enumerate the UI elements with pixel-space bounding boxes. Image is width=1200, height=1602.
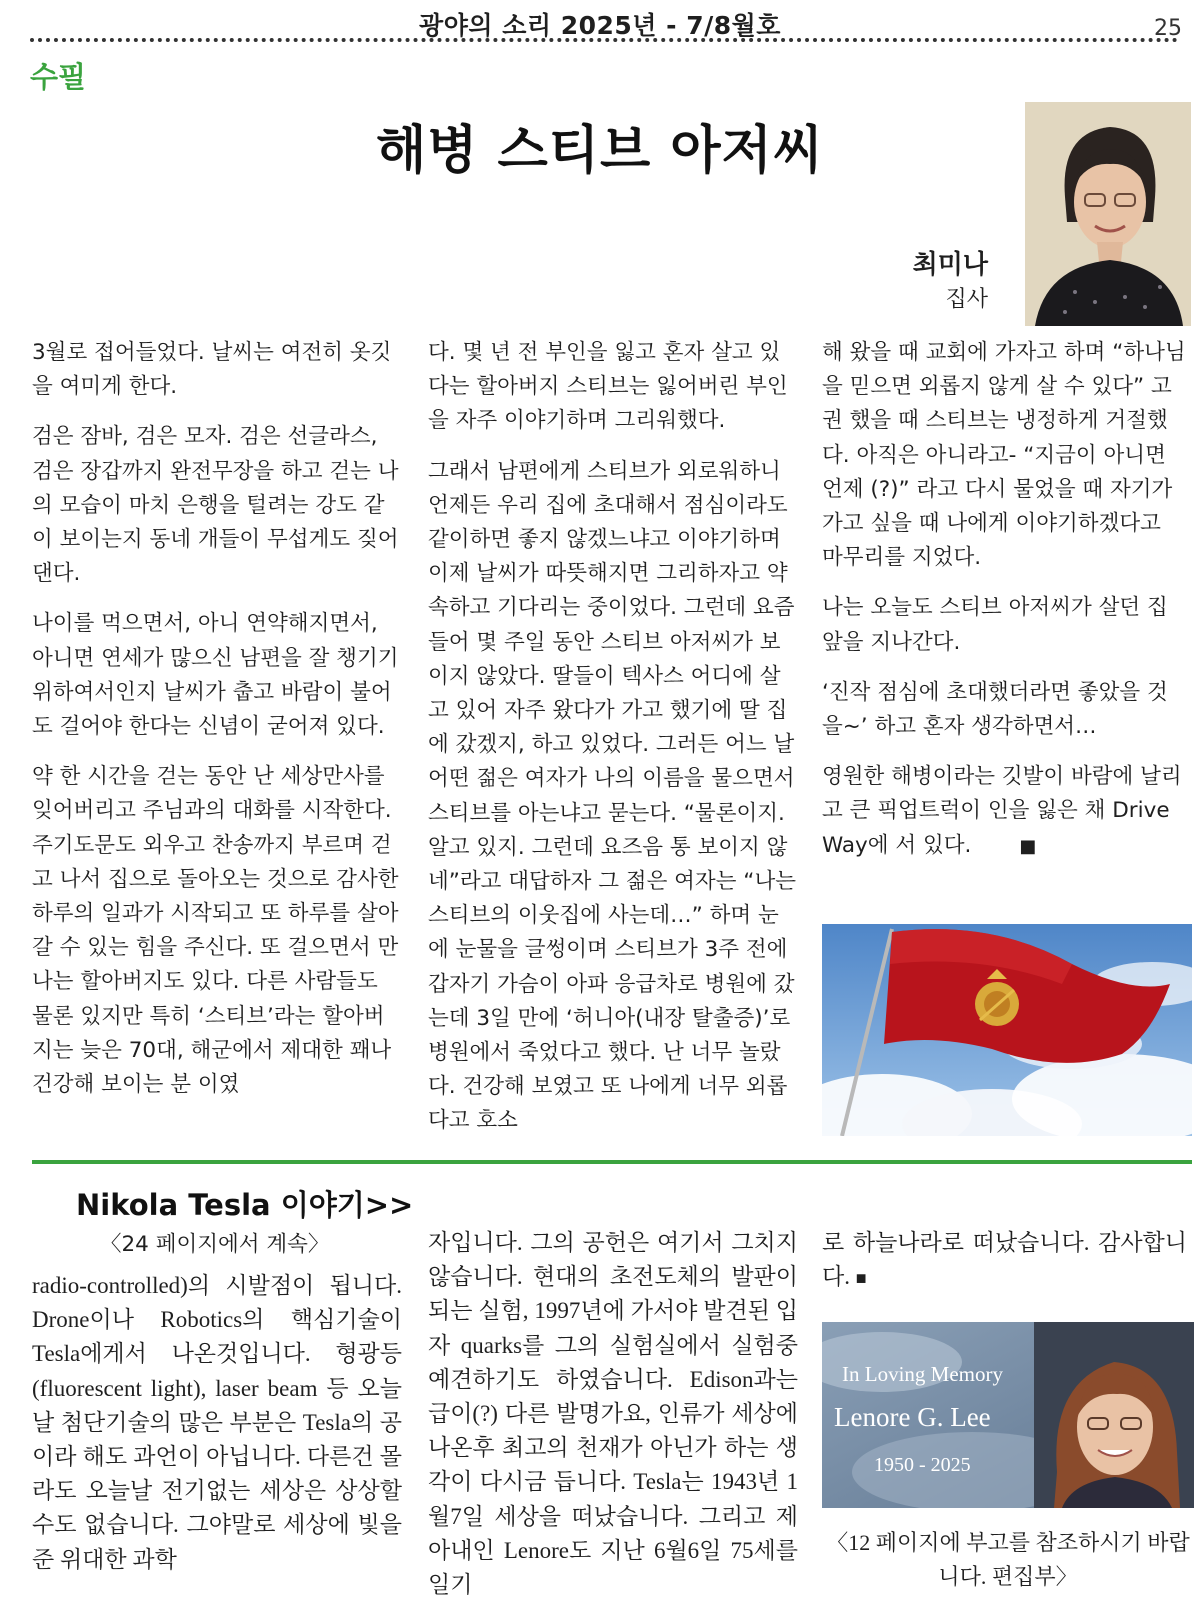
- article-column-2: [428, 336, 798, 1155]
- paragraph: 3월로 접어들었다. 날씨는 여전히 옷깃을 여미게 한다.: [32, 340, 392, 400]
- author-role: 집사: [945, 287, 988, 312]
- tesla-column-3: [822, 1226, 1187, 1295]
- marine-flag-photo: [822, 924, 1192, 1136]
- paragraph: 해 왔을 때 교회에 가자고 하며 “하나님을 믿으면 외롭지 않게 살 수 있다” 고 권 했을 때 스티브는 냉정하게 거절했다. 아직은 아니라고- “지금이 아니면 언제 (?)” 라고 다시 물었을 때 자기가 가고 싶을 때 나에게 이야기하겠다고 마무리를 지었다.: [822, 340, 1186, 571]
- paragraph: 검은 잠바, 검은 모자. 검은 선글라스, 검은 장갑까지 완전무장을 하고 걷는 나의 모습이 마치 은행을 털려는 강도 같이 보이는지 동네 개들이 무섭게도 짖어댄다.: [32, 424, 399, 587]
- paragraph: 그래서 남편에게 스티브가 외로워하니 언제든 우리 집에 초대해서 점심이라도 같이하면 좋지 않겠느냐고 이야기하며 이제 날씨가 따뜻해지면 그리하자고 약속하고 기다리는 중이었다. 그런데 요즘 들어 몇 주일 동안 스티브 아저씨가 보이지 않았다. 딸들이 텍사스 어디에 살고 있어 자주 왔다가 가고 했기에 딸 집에 갔겠지, 하고 있었다. 그러든 어느 날 어떤 젊은 여자가 나의 이름을 물으면서 스티브를 아는냐고 묻는다. “물론이지. 알고 있지. 그런데 요즈음 통 보이지 않네”라고 대답하자 그 젊은 여자는 “나는 스티브의 이웃집에 사는데…” 하며 눈에 눈물을 글썽이며 스티브가 3주 전에 갑자기 가슴이 아파 응급차로 병원에 갔는데 3일 만에 ‘허니아(내장 탈출증)’로 병원에서 죽었다고 했다. 난 너무 놀랐다. 건강해 보였고 또 나에게 너무 외롭다고 호소: [428, 458, 796, 1134]
- tesla-column-3-text: 로 하늘나라로 떠났습니다. 감사합니다.: [822, 1230, 1187, 1290]
- memorial-years: 1950 - 2025: [874, 1454, 971, 1476]
- author-photo: [1025, 102, 1191, 326]
- paragraph-text: 영원한 해병이라는 깃발이 바람에 날리고 큰 픽업트럭이 인을 잃은 채 Drive Way에 서 있다.: [822, 764, 1182, 858]
- article-title: 해병 스티브 아저씨: [375, 121, 825, 181]
- paragraph: 다. 몇 년 전 부인을 잃고 혼자 살고 있다는 할아버지 스티브는 잃어버린 부인을 자주 이야기하며 그리워했다.: [428, 340, 788, 434]
- paragraph: 나이를 먹으면서, 아니 연약해지면서, 아니면 연세가 많으신 남편을 잘 챙기기 위하여서인지 날씨가 춥고 바람이 불어도 걸어야 한다는 신념이 굳어져 있다.: [32, 611, 399, 740]
- memorial-caption: 〈12 페이지에 부고를 참조하시기 바랍니다. 편집부〉: [826, 1530, 1190, 1589]
- paragraph: [822, 760, 1187, 864]
- newsletter-header: 광야의 소리 2025년 - 7/8월호: [419, 11, 781, 40]
- article-column-3: [822, 336, 1187, 880]
- section-divider: [32, 1160, 1192, 1164]
- continued-note: 〈24 페이지에서 계속〉: [100, 1232, 330, 1257]
- memorial-line-1: In Loving Memory: [842, 1362, 1003, 1386]
- section-label: 수필: [30, 60, 87, 94]
- end-mark: ■: [1019, 835, 1037, 857]
- paragraph: 나는 오늘도 스티브 아저씨가 살던 집 앞을 지나간다.: [822, 595, 1168, 655]
- author-name: 최미나: [912, 250, 988, 280]
- page-number: 25: [1154, 16, 1182, 41]
- paragraph: 약 한 시간을 걷는 동안 난 세상만사를 잊어버리고 주님과의 대화를 시작한다. 주기도문도 외우고 찬송까지 부르며 걷고 나서 집으로 돌아오는 것으로 감사한 하루의 일과가 시작되고 또 하루를 살아갈 수 있는 힘을 주신다. 또 걸으면서 만나는 할아버지도 있다. 다른 사람들도 물론 있지만 특히 ‘스티브’라는 할아버지는 늦은 70대, 해군에서 제대한 꽤나 건강해 보이는 분 이였: [32, 764, 399, 1098]
- tesla-column-2: 자입니다. 그의 공헌은 여기서 그치지 않습니다. 현대의 초전도체의 발판이되는 실험, 1997년에 가서야 발견된 입자 quarks를 그의 실험실에서 실험중 예견하기도 하였습니다. Edison과는 급이(?) 다른 발명가요, 인류가 세상에 나온후 최고의 천재가 아닌가 하는 생각이 다시금 듭니다. Tesla는 1943년 1월7일 세상을 떠났습니다. 그리고 제 아내인 Lenore도 지난 6월6일 75세를 일기: [428, 1230, 798, 1598]
- memorial-image: [822, 1322, 1194, 1508]
- end-mark: ■: [855, 1268, 867, 1289]
- tesla-column-1: radio-controlled)의 시발점이 됩니다. Drone이나 Robotics의 핵심기술이 Tesla에게서 나온것입니다. 형광등(fluorescent light), laser beam 등 오늘날 첨단기술의 많은 부분은 Tesla의 공이라 해도 과언이 아닙니다. 다른건 몰라도 오늘날 전기없는 세상은 상상할수도 없습니다. 그야말로 세상에 빛을 준 위대한 과학: [32, 1273, 402, 1572]
- paragraph: ‘진작 점심에 초대했더라면 좋았을 것을~’ 하고 혼자 생각하면서…: [822, 679, 1168, 740]
- header-dotted-divider: [30, 38, 1178, 42]
- article-column-1: [32, 336, 402, 1118]
- tesla-section-title: Nikola Tesla 이야기>>: [76, 1188, 414, 1222]
- memorial-name: Lenore G. Lee: [834, 1402, 991, 1432]
